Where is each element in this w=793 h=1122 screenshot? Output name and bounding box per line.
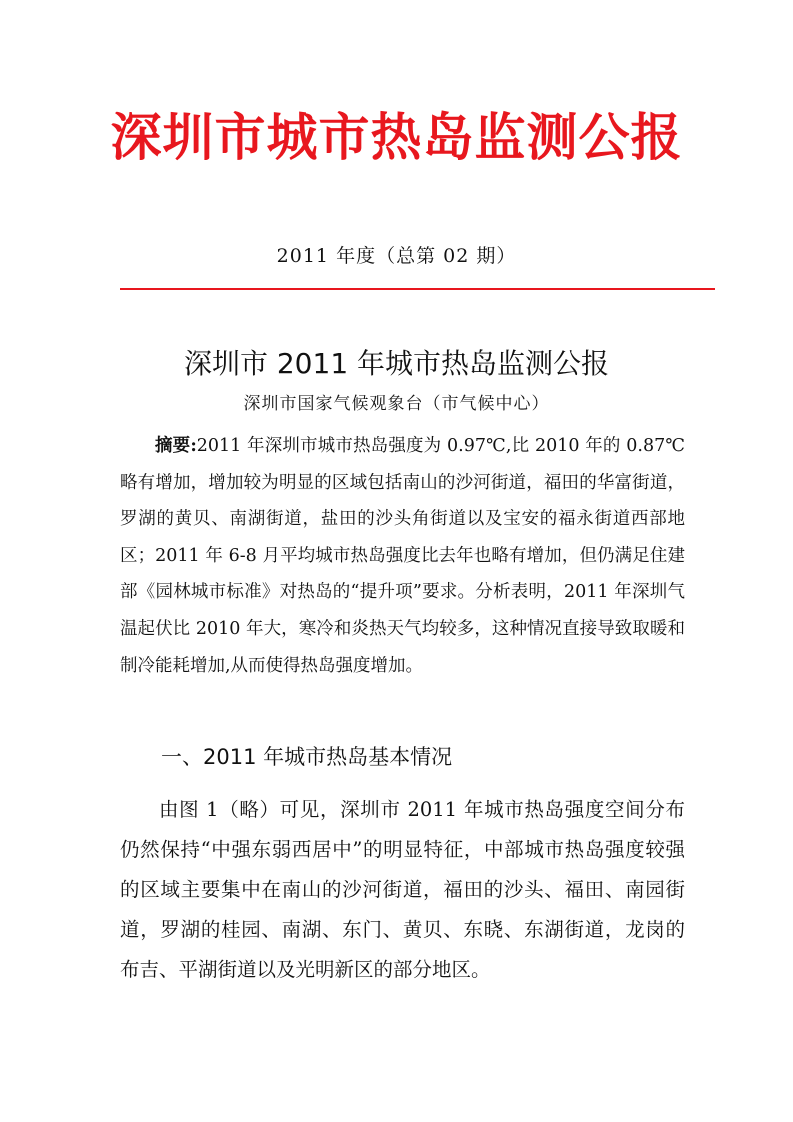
section-paragraph: 由图 1（略）可见，深圳市 2011 年城市热岛强度空间分布仍然保持“中强东弱西居中”的明显特征，中部城市热岛强度较强的区域主要集中在南山的沙河街道，福田的沙头、福田、南园街道，罗湖的桂园、南湖、东门、黄贝、东晓、东湖街道，龙岗的布吉、平湖街道以及光明新区的部分地区。 — [120, 798, 685, 981]
masthead-divider — [120, 288, 715, 290]
document-subtitle: 深圳市国家气候观象台（市气候中心） — [243, 394, 550, 414]
masthead-title: 深圳市城市热岛监测公报 — [110, 108, 683, 168]
abstract-paragraph — [120, 428, 685, 684]
document-title: 深圳市 2011 年城市热岛监测公报 — [183, 347, 610, 380]
issue-line: 2011 年度（总第 02 期） — [276, 245, 517, 267]
abstract-text: 2011 年深圳市城市热岛强度为 0.97℃,比 2010 年的 0.87℃略有增加，增加较为明显的区域包括南山的沙河街道，福田的华富街道，罗湖的黄贝、南湖街道，盐田的沙头角街道以及宝安的福永街道西部地区；2011 年 6-8 月平均城市热岛强度比去年也略有增加，但仍满足住建部《园林城市标准》对热岛的“提升项”要求。分析表明，2011 年深圳气温起伏比 2010 年大，寒冷和炎热天气均较多，这种情况直接导致取暖和制冷能耗增加,从而使得热岛强度增加。 — [120, 436, 685, 676]
section-heading: 一、2011 年城市热岛基本情况 — [161, 745, 453, 769]
abstract-label: 摘要: — [155, 436, 197, 456]
